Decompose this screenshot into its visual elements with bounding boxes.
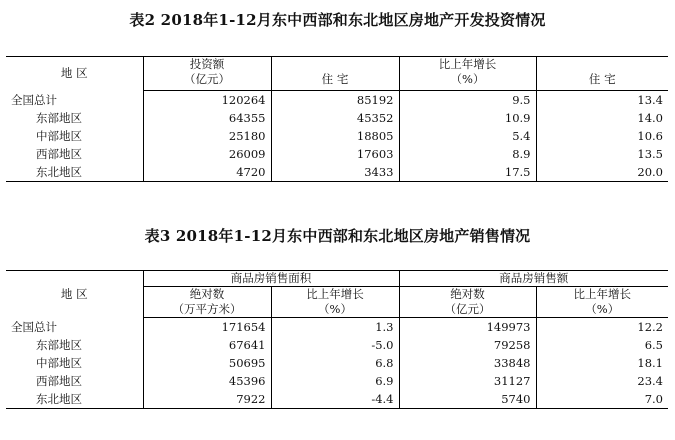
cell-sales-growth: 7.0 xyxy=(536,390,668,409)
cell-sales: 79258 xyxy=(399,336,536,354)
row-region: 东北地区 xyxy=(6,163,143,182)
cell-area-growth: 6.8 xyxy=(271,354,399,372)
cell-investment: 120264 xyxy=(143,91,271,110)
table-row xyxy=(6,145,668,163)
cell-area: 171654 xyxy=(143,318,271,337)
cell-growth-residential: 13.4 xyxy=(637,93,663,107)
row-region: 西部地区 xyxy=(6,145,143,163)
cell-residential: 18805 xyxy=(271,127,399,145)
sales-table xyxy=(6,270,668,409)
cell-residential: 45352 xyxy=(271,109,399,127)
cell-investment: 26009 xyxy=(143,145,271,163)
row-region: 东北地区 xyxy=(6,390,143,409)
cell-investment: 64355 xyxy=(143,109,271,127)
table-header-row xyxy=(6,57,668,88)
table-row xyxy=(6,372,668,390)
table-row xyxy=(6,163,668,182)
investment-header: 投资额 （亿元） xyxy=(143,57,271,88)
cell-sales-growth: 23.4 xyxy=(637,374,663,388)
table-row xyxy=(6,354,668,372)
row-region: 西部地区 xyxy=(6,372,143,390)
cell-growth: 8.9 xyxy=(399,145,536,163)
region-header: 地 区 xyxy=(6,271,143,318)
sales-group-header: 商品房销售额 xyxy=(399,271,668,287)
growth-residential-header: 住 宅 xyxy=(536,57,668,88)
row-region: 东部地区 xyxy=(6,109,143,127)
cell-growth: 9.5 xyxy=(399,91,536,110)
cell-area-growth: -4.4 xyxy=(271,390,399,409)
cell-residential: 3433 xyxy=(271,163,399,182)
table-row xyxy=(6,336,668,354)
cell-growth-residential: 13.5 xyxy=(637,147,663,161)
cell-growth-residential: 10.6 xyxy=(637,129,663,143)
cell-area-growth: 6.9 xyxy=(271,372,399,390)
growth-header: 比上年增长 （%） xyxy=(399,57,536,88)
residential-header: 住 宅 xyxy=(271,57,399,88)
table2-title: 表2 2018年1-12月东中西部和东北地区房地产开发投资情况 xyxy=(129,11,546,29)
area-group-header: 商品房销售面积 xyxy=(143,271,399,287)
cell-growth: 17.5 xyxy=(399,163,536,182)
row-region: 中部地区 xyxy=(6,354,143,372)
row-region: 东部地区 xyxy=(6,336,143,354)
cell-growth: 5.4 xyxy=(399,127,536,145)
cell-sales-growth: 6.5 xyxy=(644,338,663,352)
cell-sales: 149973 xyxy=(399,318,536,337)
cell-investment: 25180 xyxy=(143,127,271,145)
table-row xyxy=(6,390,668,409)
area-growth-header: 比上年增长 （%） xyxy=(271,287,399,318)
cell-investment: 4720 xyxy=(143,163,271,182)
cell-sales: 31127 xyxy=(399,372,536,390)
table-header-row xyxy=(6,271,668,287)
cell-area-growth: 1.3 xyxy=(271,318,399,337)
cell-area: 45396 xyxy=(143,372,271,390)
investment-table xyxy=(6,56,668,182)
cell-area-growth: -5.0 xyxy=(271,336,399,354)
table-row xyxy=(6,91,668,110)
area-abs-header: 绝对数 （万平方米） xyxy=(143,287,271,318)
cell-growth: 10.9 xyxy=(399,109,536,127)
region-header: 地 区 xyxy=(6,57,143,91)
cell-sales: 5740 xyxy=(399,390,536,409)
cell-sales: 33848 xyxy=(399,354,536,372)
cell-growth-residential: 20.0 xyxy=(536,163,668,182)
sales-abs-header: 绝对数 （亿元） xyxy=(399,287,536,318)
cell-area: 67641 xyxy=(143,336,271,354)
cell-sales-growth: 12.2 xyxy=(637,320,663,334)
sales-growth-header: 比上年增长 （%） xyxy=(536,287,668,318)
row-region: 中部地区 xyxy=(6,127,143,145)
table-row xyxy=(6,127,668,145)
row-region: 全国总计 xyxy=(6,91,143,110)
table-row xyxy=(6,318,668,337)
cell-area: 7922 xyxy=(143,390,271,409)
cell-sales-growth: 18.1 xyxy=(637,356,663,370)
table3-title: 表3 2018年1-12月东中西部和东北地区房地产销售情况 xyxy=(144,227,531,245)
cell-area: 50695 xyxy=(143,354,271,372)
table-row xyxy=(6,109,668,127)
cell-residential: 17603 xyxy=(271,145,399,163)
row-region: 全国总计 xyxy=(6,318,143,337)
cell-residential: 85192 xyxy=(271,91,399,110)
cell-growth-residential: 14.0 xyxy=(637,111,663,125)
